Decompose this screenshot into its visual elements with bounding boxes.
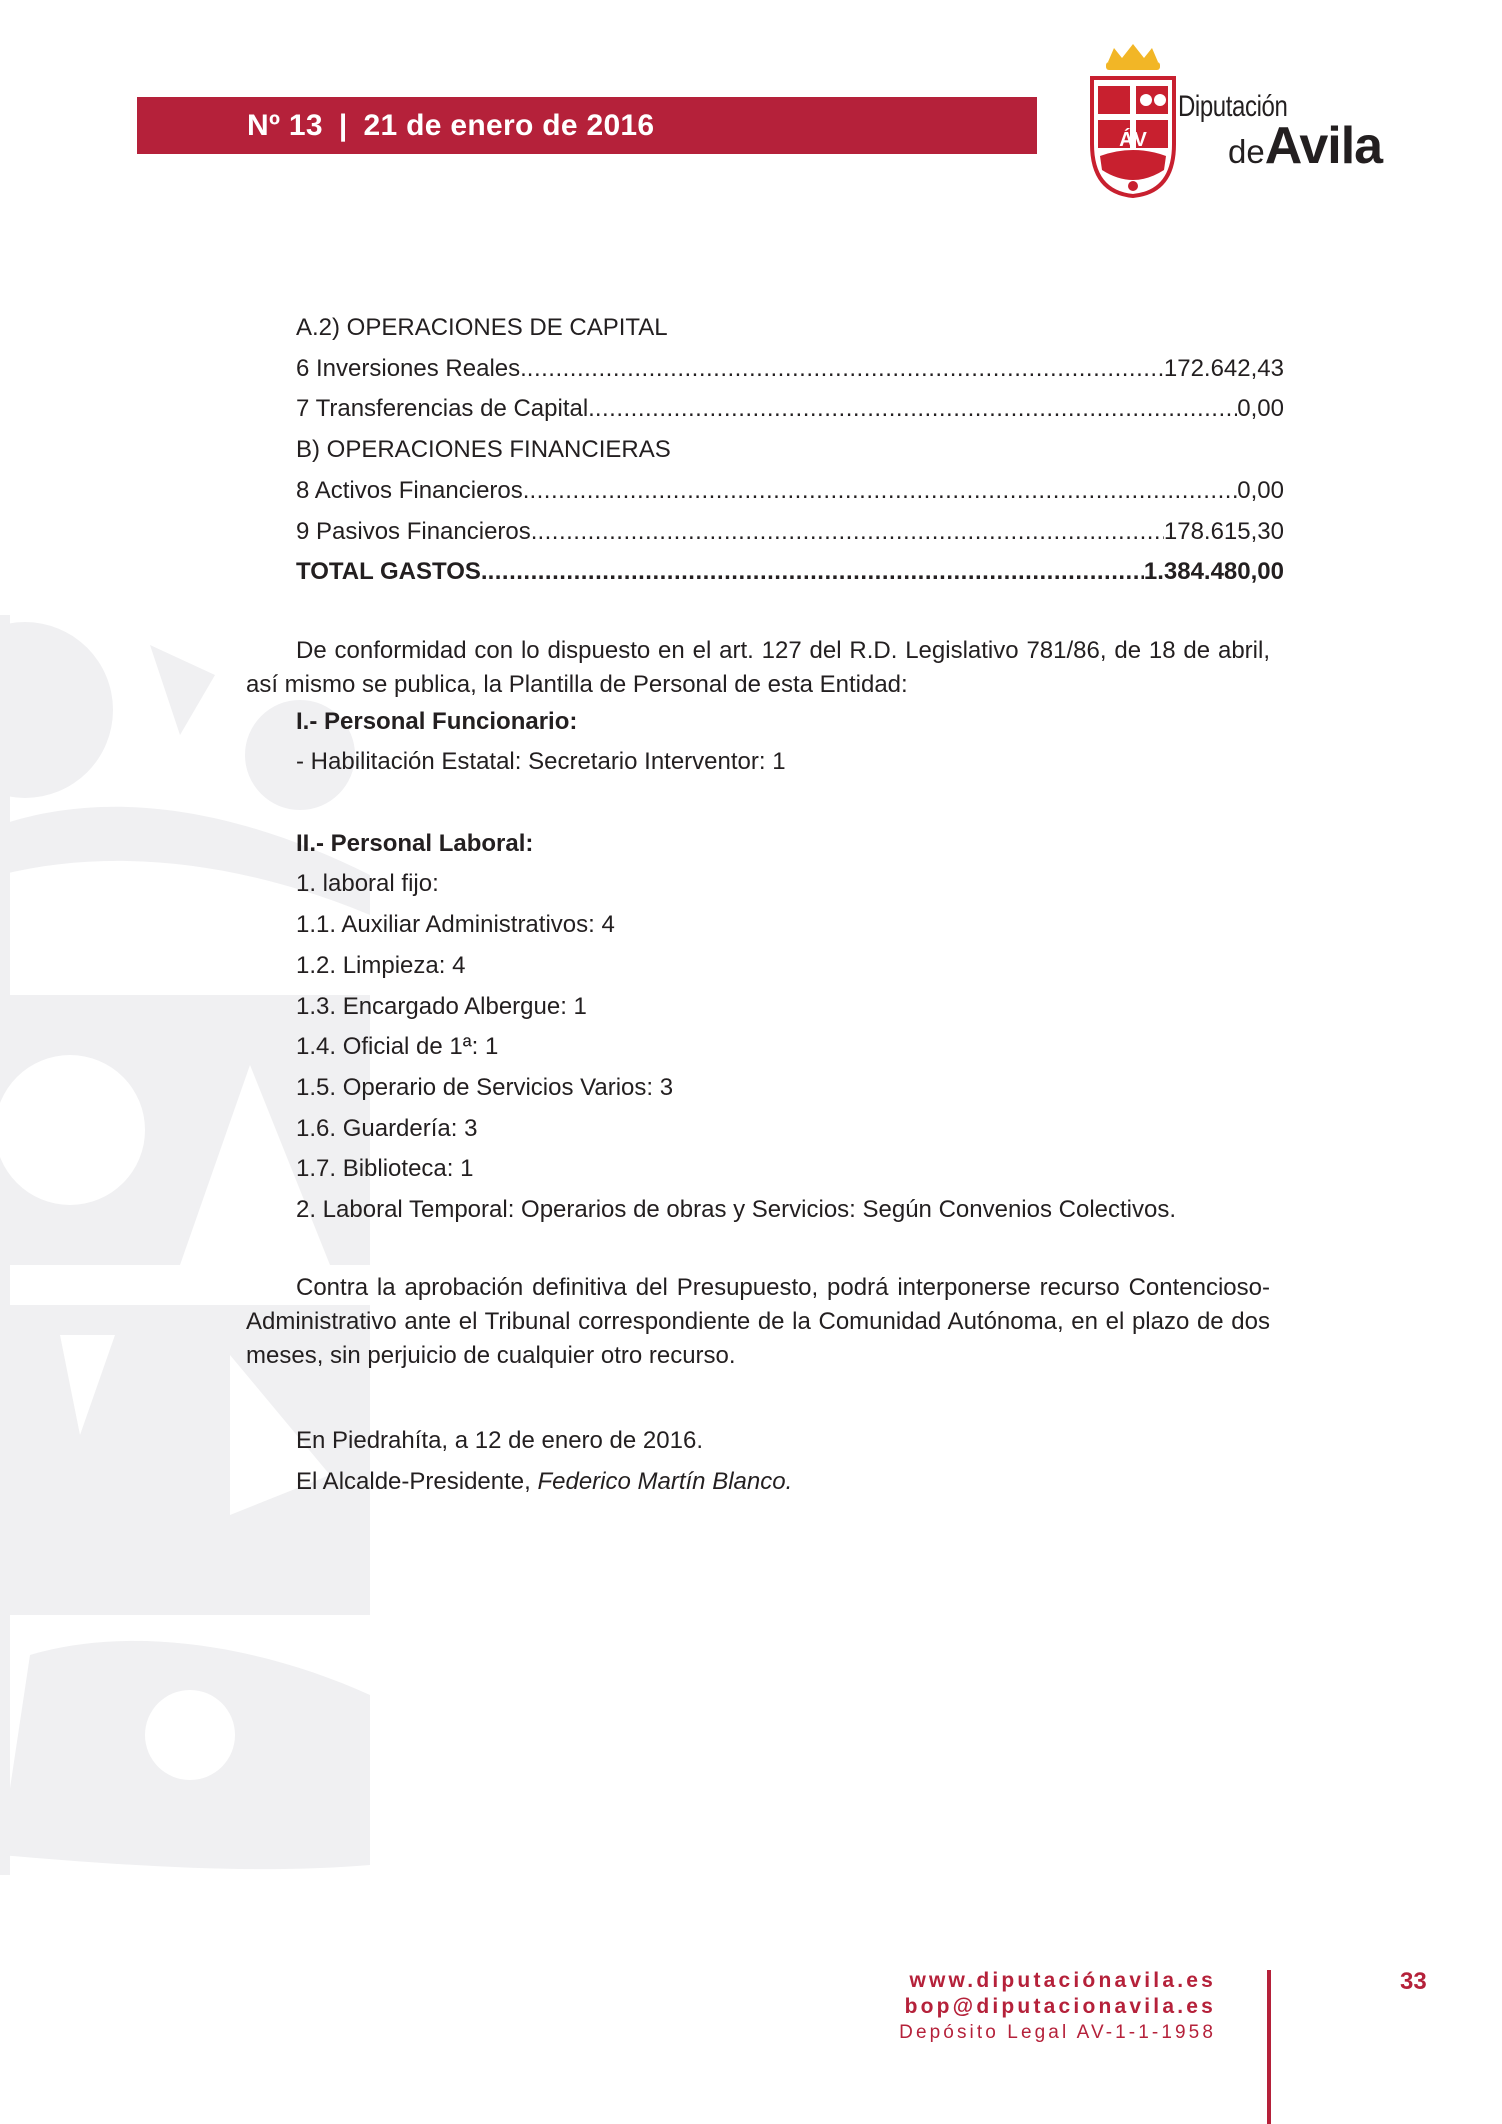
list-item: 1.3. Encargado Albergue: 1 bbox=[296, 992, 587, 1020]
issue-date: 21 de enero de 2016 bbox=[363, 108, 655, 142]
budget-total-label: TOTAL GASTOS. bbox=[296, 558, 488, 586]
list-item: 1.5. Operario de Servicios Varios: 3 bbox=[296, 1073, 674, 1101]
logo-text-avila: Avila bbox=[1264, 117, 1383, 175]
list-item: 2. Laboral Temporal: Operarios de obras y Servicios: Según Convenios Colectivos. bbox=[296, 1196, 1177, 1224]
leader-dots bbox=[488, 552, 1144, 593]
budget-row-label: 7 Transferencias de Capital. bbox=[296, 395, 595, 423]
document-body bbox=[246, 308, 1284, 1503]
header-separator: | bbox=[338, 108, 348, 142]
heading-personal-funcionario: I.- Personal Funcionario: bbox=[296, 707, 578, 735]
heading-personal-laboral: II.- Personal Laboral: bbox=[296, 829, 534, 857]
leader-dots bbox=[527, 349, 1164, 390]
logo-text-de: de bbox=[1228, 133, 1265, 170]
leader-dots bbox=[529, 471, 1237, 512]
diputacion-avila-logo bbox=[1088, 44, 1388, 204]
funcionario-item: - Habilitación Estatal: Secretario Interventor: 1 bbox=[296, 748, 786, 776]
list-item: 1. laboral fijo: bbox=[296, 870, 439, 898]
footer-website-link[interactable]: www.diputaciónavila.es bbox=[909, 1969, 1216, 1992]
shield-icon bbox=[1088, 44, 1178, 199]
footer-divider bbox=[1267, 1970, 1271, 2124]
shield-letters: ÁV bbox=[1119, 129, 1147, 151]
signature-line bbox=[296, 1462, 1270, 1503]
budget-row-value: 0,00 bbox=[1237, 395, 1284, 423]
footer-contact bbox=[850, 1968, 1216, 2046]
list-item: 1.2. Limpieza: 4 bbox=[296, 951, 466, 979]
leader-dots bbox=[595, 389, 1237, 430]
signature-role: El Alcalde-Presidente, bbox=[296, 1467, 538, 1495]
budget-row-value: 0,00 bbox=[1237, 476, 1284, 504]
budget-row-value: 172.642,43 bbox=[1163, 354, 1284, 382]
list-item: 1.4. Oficial de 1ª: 1 bbox=[296, 1033, 499, 1061]
budget-row-label: 8 Activos Financieros. bbox=[296, 476, 530, 504]
budget-row-label: 6 Inversiones Reales. bbox=[296, 354, 527, 382]
heading-operaciones-financieras: B) OPERACIONES FINANCIERAS bbox=[296, 436, 671, 464]
budget-row-total bbox=[296, 552, 1284, 593]
budget-row-inversiones bbox=[296, 349, 1284, 390]
budget-total-value: 1.384.480,00 bbox=[1143, 558, 1284, 586]
signature-name: Federico Martín Blanco. bbox=[537, 1467, 793, 1495]
list-item: 1.7. Biblioteca: 1 bbox=[296, 1155, 474, 1183]
recurso-paragraph: Contra la aprobación definitiva del Presupuesto, podrá interponerse recurso Contencioso-Administrativo ante el Tribunal correspondiente de la Comunidad Autónoma, en el plazo de dos meses, sin perjuicio de cualquier otro recurso. bbox=[246, 1274, 1270, 1370]
footer-email-link[interactable]: bop@diputacionavila.es bbox=[904, 1995, 1216, 2018]
page-number: 33 bbox=[1400, 1968, 1427, 1995]
heading-operaciones-capital: A.2) OPERACIONES DE CAPITAL bbox=[296, 314, 668, 341]
budget-row-activos bbox=[296, 471, 1284, 512]
budget-row-pasivos bbox=[296, 512, 1284, 553]
budget-row-label: 9 Pasivos Financieros. bbox=[296, 517, 538, 545]
logo-text-diputacion: Diputación bbox=[1178, 90, 1288, 123]
signature-place-date: En Piedrahíta, a 12 de enero de 2016. bbox=[296, 1427, 703, 1455]
footer-legal-deposit: Depósito Legal AV-1-1-1958 bbox=[899, 2022, 1216, 2043]
list-item: 1.6. Guardería: 3 bbox=[296, 1114, 478, 1142]
budget-row-value: 178.615,30 bbox=[1163, 517, 1284, 545]
budget-row-transferencias bbox=[296, 389, 1284, 430]
leader-dots bbox=[537, 512, 1163, 553]
plantilla-intro-paragraph: De conformidad con lo dispuesto en el art. 127 del R.D. Legislativo 781/86, de 18 de abril, así mismo se publica, la Plantilla de Personal de esta Entidad: bbox=[246, 636, 1270, 698]
issue-header-bar bbox=[137, 97, 1037, 154]
list-item: 1.1. Auxiliar Administrativos: 4 bbox=[296, 911, 615, 939]
issue-number: Nº 13 bbox=[247, 108, 323, 142]
